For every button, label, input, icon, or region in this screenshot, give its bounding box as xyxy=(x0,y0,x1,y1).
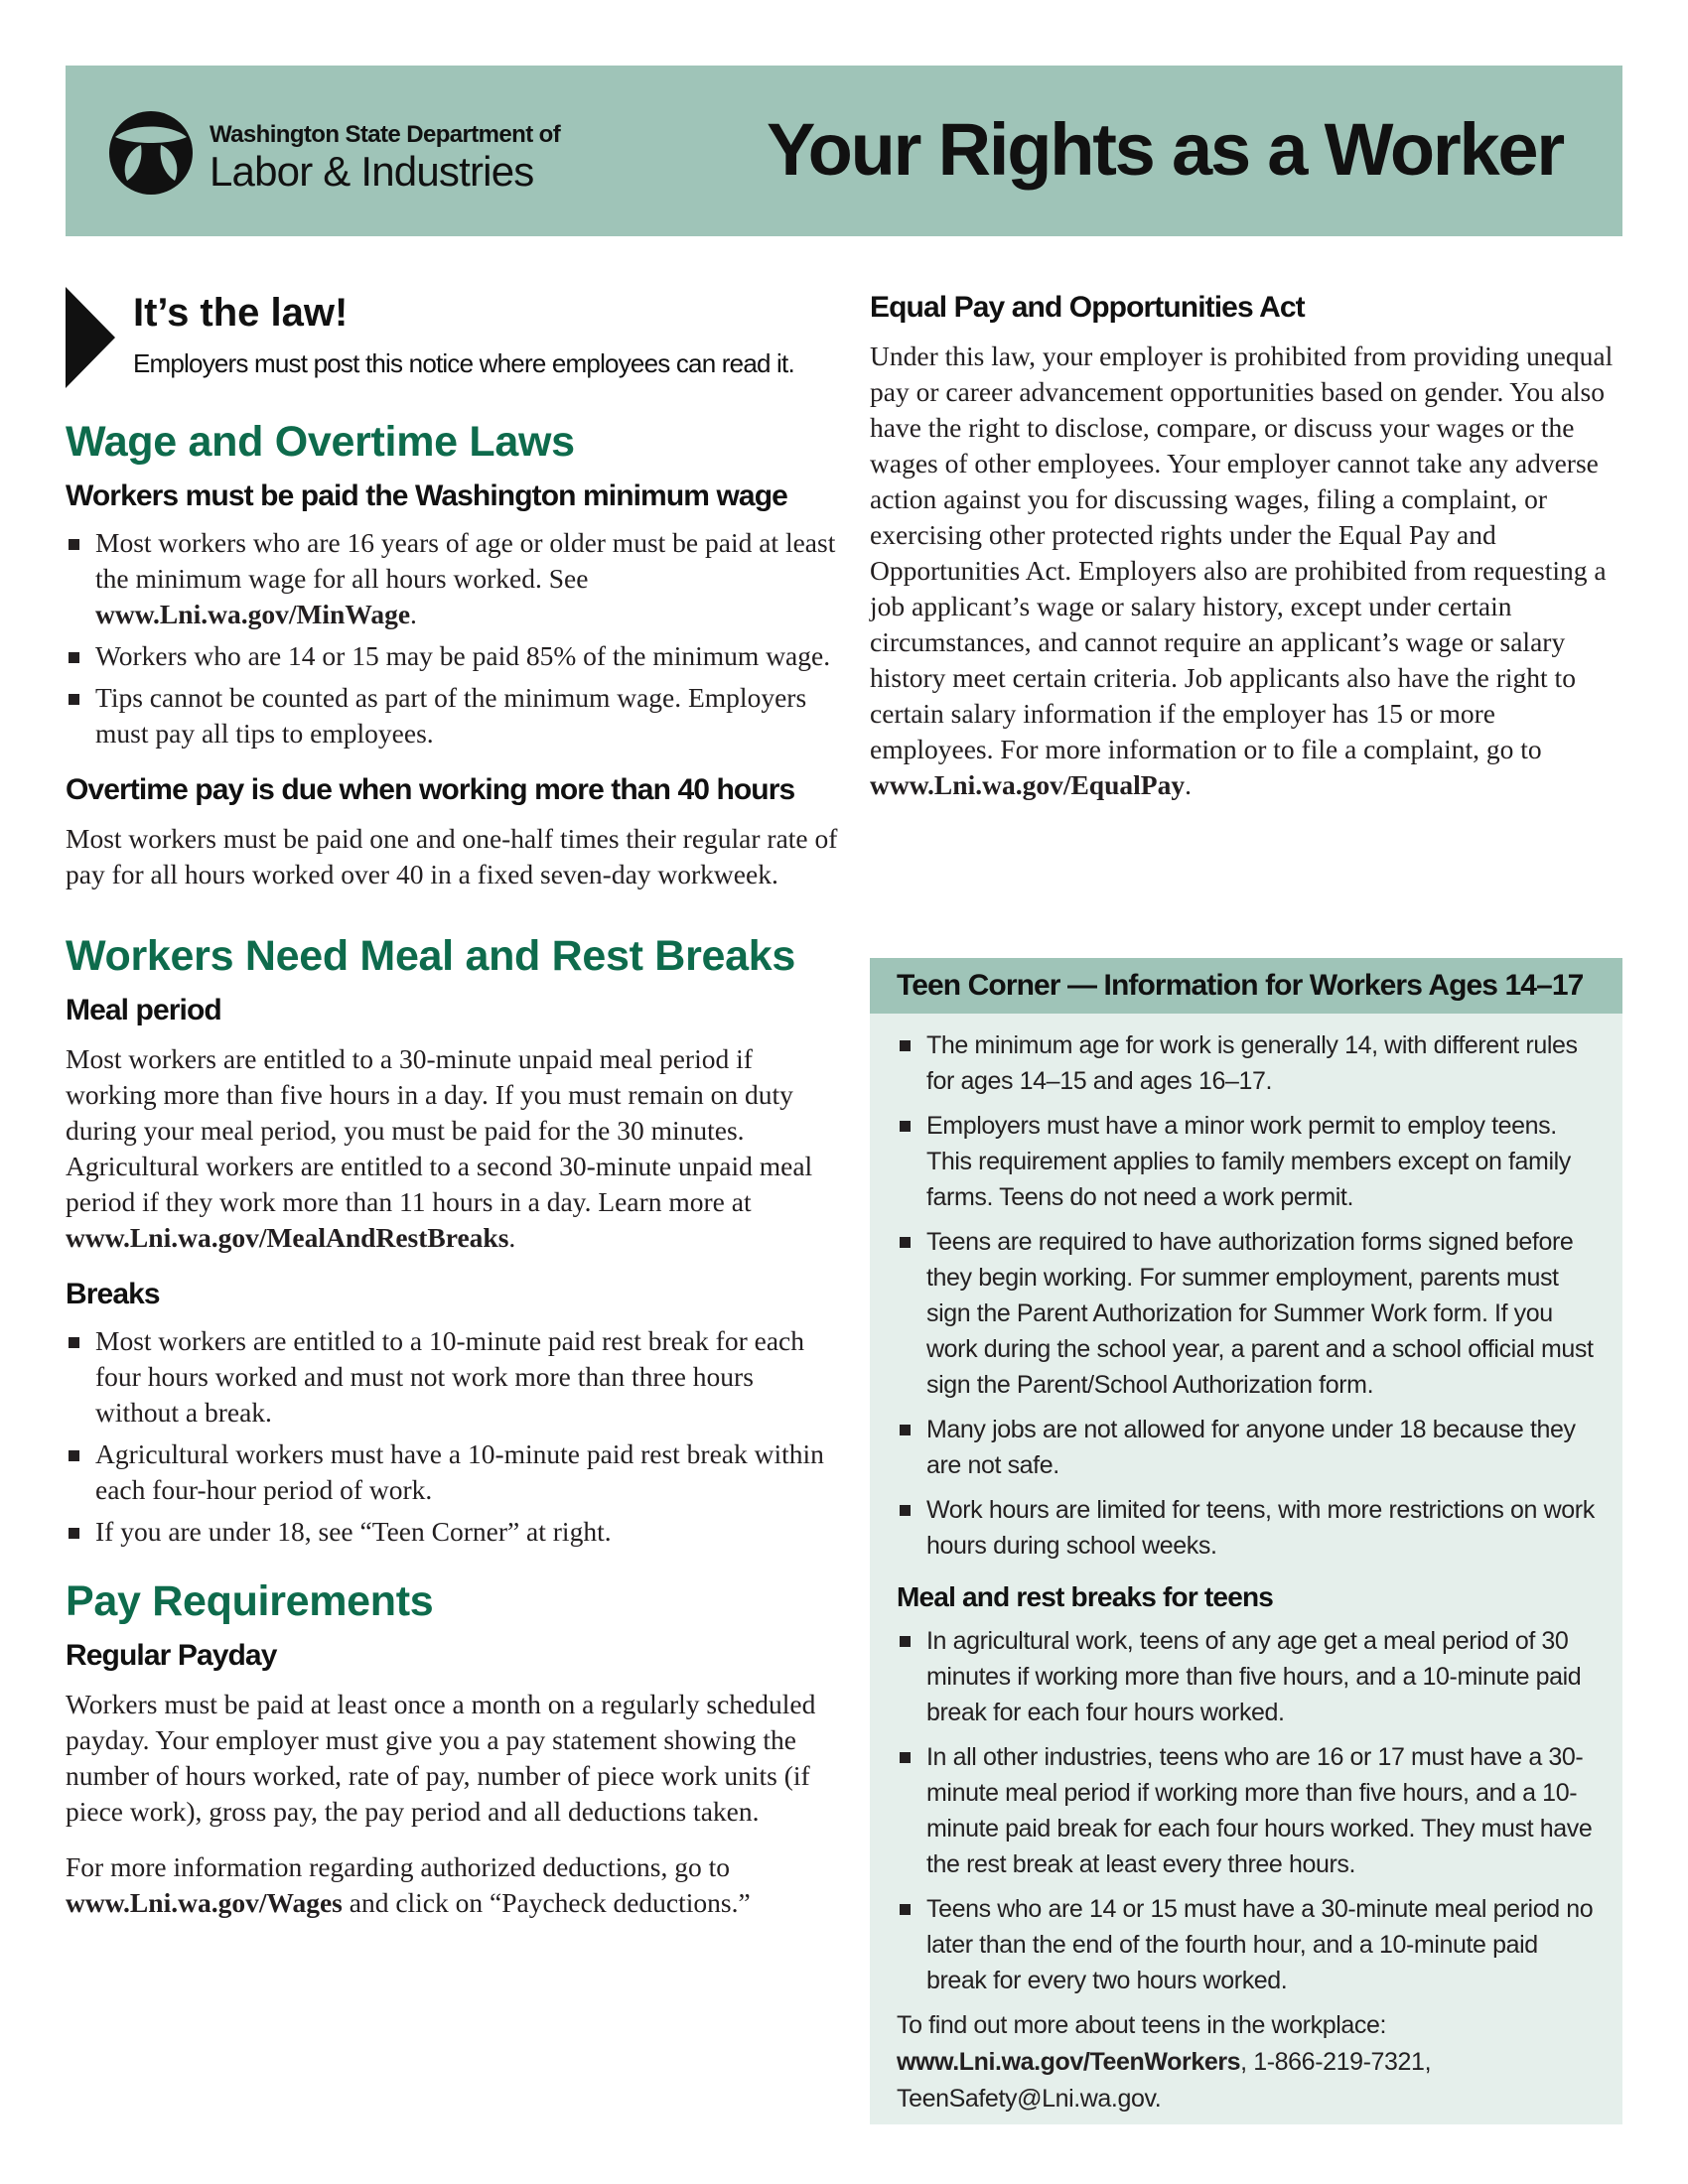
list-item: Teens who are 14 or 15 must have a 30-minute meal period no later than the end of the fourth hour, and a 10-minute paid break for every two hours worked. xyxy=(897,1891,1603,1998)
list-item: The minimum age for work is generally 14, with different rules for ages 14–15 and ages 16–17. xyxy=(897,1027,1603,1099)
arrow-right-icon xyxy=(66,287,115,388)
teen-breaks-list xyxy=(897,1623,1603,1998)
wages-link[interactable]: www.Lni.wa.gov/Wages xyxy=(66,1887,343,1918)
list-item: Most workers are entitled to a 10-minute paid rest break for each four hours worked and must not work more than three hours without a break. xyxy=(66,1323,840,1431)
teen-breaks-subheading: Meal and rest breaks for teens xyxy=(897,1581,1274,1612)
pay-heading: Pay Requirements xyxy=(66,1577,434,1625)
agency-name-line2: Labor & Industries xyxy=(210,148,534,195)
meal-body-end: . xyxy=(508,1222,516,1253)
breaks-list xyxy=(66,1323,840,1550)
list-item: If you are under 18, see “Teen Corner” at right. xyxy=(66,1514,840,1550)
law-notice-subtitle: Employers must post this notice where employees can read it. xyxy=(133,348,794,378)
minwage-link[interactable]: www.Lni.wa.gov/MinWage xyxy=(95,599,411,629)
lni-logo-icon xyxy=(97,103,205,201)
teen-footer-text: To find out more about teens in the workplace: xyxy=(897,2011,1387,2039)
min-wage-list xyxy=(66,525,840,751)
breaks-subheading: Breaks xyxy=(66,1278,160,1310)
right-column xyxy=(870,283,1624,803)
list-item-text: Most workers who are 16 years of age or older must be paid at least the minimum wage for all hours worked. See xyxy=(95,527,836,594)
payday-body: Workers must be paid at least once a month on a regularly scheduled payday. Your employer must give you a pay statement showing the number of hours worked, rate of pay, number of piece work units (if piece work), gross pay, the pay period and all deductions taken. xyxy=(66,1689,816,1827)
list-item: Agricultural workers must have a 10-minute paid rest break within each four-hour period of work. xyxy=(66,1436,840,1508)
list-item: Work hours are limited for teens, with more restrictions on work hours during school weeks. xyxy=(897,1492,1603,1564)
equal-pay-body xyxy=(870,339,1624,803)
meal-breaks-link[interactable]: www.Lni.wa.gov/MealAndRestBreaks xyxy=(66,1222,509,1253)
list-item: Tips cannot be counted as part of the minimum wage. Employers must pay all tips to employees. xyxy=(66,680,840,751)
meal-subheading: Meal period xyxy=(66,994,221,1026)
deductions-body xyxy=(66,1849,840,1921)
page-header xyxy=(66,66,1622,236)
overtime-body: Most workers must be paid one and one-half times their regular rate of pay for all hours worked over 40 in a fixed seven-day workweek. xyxy=(66,823,838,889)
list-item: Teens are required to have authorization forms signed before they begin working. For summer employment, parents must sign the Parent Authorization for Summer Work form. If you work during the school year, a parent and a school official must sign the Parent/School Authorization form. xyxy=(897,1224,1603,1403)
agency-logo-text xyxy=(210,121,560,195)
teen-corner-footer xyxy=(897,2007,1603,2117)
teen-corner-box xyxy=(870,958,1622,2124)
list-item: Workers who are 14 or 15 may be paid 85% of the minimum wage. xyxy=(66,638,840,674)
list-item: In agricultural work, teens of any age get a meal period of 30 minutes if working more than five hours, and a 10-minute paid break for each four hours worked. xyxy=(897,1623,1603,1730)
breaks-heading: Workers Need Meal and Rest Breaks xyxy=(66,932,795,980)
teen-workers-link[interactable]: www.Lni.wa.gov/TeenWorkers xyxy=(897,2048,1241,2076)
teen-corner-content xyxy=(870,1014,1622,2117)
wage-heading: Wage and Overtime Laws xyxy=(66,418,575,466)
list-item xyxy=(66,525,840,632)
list-item: Employers must have a minor work permit to employ teens. This requirement applies to family members except on family farms. Teens do not need a work permit. xyxy=(897,1108,1603,1215)
page-title: Your Rights as a Worker xyxy=(767,108,1563,191)
law-notice xyxy=(66,283,840,394)
equal-pay-heading: Equal Pay and Opportunities Act xyxy=(870,291,1305,324)
law-notice-title: It’s the law! xyxy=(133,291,349,335)
teen-corner-heading: Teen Corner — Information for Workers Ages 14–17 xyxy=(870,958,1622,1014)
deductions-text: For more information regarding authorized deductions, go to xyxy=(66,1851,730,1882)
min-wage-subheading: Workers must be paid the Washington minimum wage xyxy=(66,479,787,512)
payday-subheading: Regular Payday xyxy=(66,1639,277,1672)
teen-footer-contact: , 1-866-219-7321, TeenSafety@Lni.wa.gov. xyxy=(897,2048,1432,2113)
equal-pay-text: Under this law, your employer is prohibited from providing unequal pay or career advancement opportunities based on gender. You also have the right to disclose, compare, or discuss your wages or the wages of other employees. Your employer cannot take any adverse action against you for discussing wages, filing a complaint, or exercising other protected rights under the Equal Pay and Opportunities Act. Employers also are prohibited from requesting a job applicant’s wage or salary history, except under certain circumstances, and cannot require an applicant’s wage or salary history meet certain criteria. Job applicants also have the right to certain salary information if the employer has 15 or more employees. For more information or to file a complaint, go to xyxy=(870,341,1614,764)
list-item: In all other industries, teens who are 16 or 17 must have a 30-minute meal period if working more than five hours, and a 10-minute paid break for each four hours worked. They must have the rest break at least every three hours. xyxy=(897,1739,1603,1882)
teen-rules-list xyxy=(897,1027,1603,1564)
meal-body-text: Most workers are entitled to a 30-minute unpaid meal period if working more than five hours in a day. If you must remain on duty during your meal period, you must be paid for the 30 minutes. Agricultural workers are entitled to a second 30-minute unpaid meal period if they work more than 11 hours in a day. Learn more at xyxy=(66,1043,813,1217)
equal-pay-link[interactable]: www.Lni.wa.gov/EqualPay xyxy=(870,769,1186,800)
agency-name-line1: Washington State Department of xyxy=(210,121,561,148)
equal-pay-end: . xyxy=(1185,769,1192,800)
list-item-end: . xyxy=(410,599,417,629)
meal-body xyxy=(66,1041,840,1256)
list-item: Many jobs are not allowed for anyone under 18 because they are not safe. xyxy=(897,1412,1603,1483)
left-column xyxy=(66,283,840,1921)
overtime-subheading: Overtime pay is due when working more than 40 hours xyxy=(66,773,795,806)
deductions-end: and click on “Paycheck deductions.” xyxy=(342,1887,751,1918)
